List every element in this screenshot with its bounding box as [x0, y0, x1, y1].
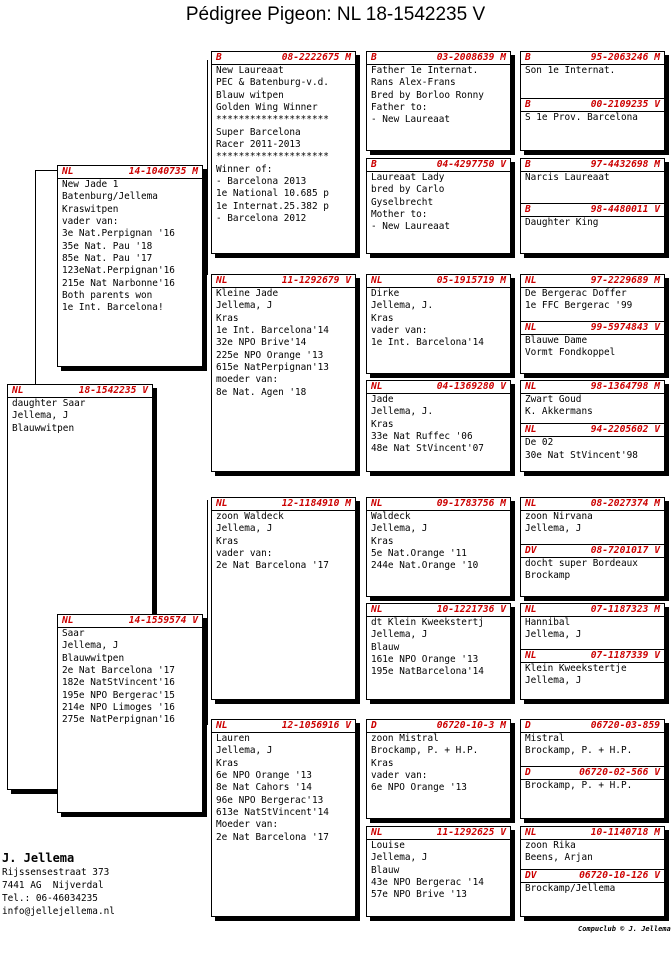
pigeon-header	[521, 159, 664, 172]
pigeon-info-line: Son 1e Internat.	[525, 65, 616, 76]
pigeon-grandfather-paternal[interactable]	[211, 51, 356, 254]
pigeon-header	[521, 52, 664, 65]
pigeon-mother[interactable]	[57, 614, 203, 813]
country-code: NL	[525, 275, 537, 286]
pigeon-info-line: 182e NatStVincent'16	[62, 677, 175, 689]
pigeon-info-line: 195e NPO Bergerac'15	[62, 689, 175, 701]
pigeon-info-line: Blauw	[371, 864, 400, 876]
pigeon-info-line: 6e NPO Orange '13	[371, 782, 467, 794]
pigeon-info-line: Jellema, J	[371, 523, 428, 535]
pigeon-info-line: New Laureaat	[216, 65, 284, 76]
ring-number: 11-1292679 V	[281, 275, 351, 286]
pigeon-info-line: 8e Nat. Agen '18	[216, 386, 307, 398]
pigeon-info-line: 225e NPO Orange '13	[216, 349, 324, 361]
country-code: NL	[62, 615, 74, 626]
pigeon-info-line: Beens, Arjan	[525, 852, 593, 864]
pigeon-gggp-pair-7[interactable]	[520, 719, 665, 819]
pigeon-gggp-pair-2[interactable]	[520, 158, 665, 254]
pigeon-info-line: Racer 2011-2013	[216, 139, 301, 151]
country-code: B	[371, 159, 377, 170]
pigeon-info-line: 161e NPO Orange '13	[371, 654, 479, 666]
pigeon-info-line: 6e NPO Orange '13	[216, 770, 312, 782]
pigeon-ggp-6[interactable]	[366, 603, 511, 700]
pigeon-info-line: Daughter King	[525, 217, 599, 229]
pigeon-info-line: - Barcelona 2013	[216, 176, 307, 188]
pigeon-info-line: PEC & Batenburg-v.d.	[216, 77, 329, 89]
pigeon-header	[367, 498, 510, 511]
pigeon-info-line: Louise	[371, 840, 405, 851]
pigeon-info-line: Dirke	[371, 288, 400, 299]
pigeon-ggp-7[interactable]	[366, 719, 511, 819]
pigeon-dam	[521, 203, 664, 229]
pigeon-info-line: 214e NPO Limoges '16	[62, 702, 175, 714]
ring-number: 94-2205602 V	[590, 424, 660, 436]
pigeon-dam	[521, 766, 664, 792]
country-code: NL	[525, 322, 537, 334]
ring-number: 00-2109235 V	[590, 99, 660, 111]
pigeon-info-line: Brockamp/Jellema	[525, 882, 616, 894]
pigeon-info-line: 1e FFC Bergerac '99	[525, 300, 633, 312]
country-code: B	[371, 52, 377, 63]
pigeon-info-line: Kras	[216, 535, 239, 547]
pigeon-header	[521, 498, 664, 511]
country-code: NL	[216, 720, 228, 731]
ring-number: 10-1140718 M	[590, 827, 660, 838]
footer-credit: Compuclub © J. Jellema	[578, 925, 671, 933]
pigeon-grandmother-maternal[interactable]	[211, 719, 356, 917]
pigeon-sire	[521, 381, 664, 423]
pigeon-info-line: Moeder van:	[216, 819, 279, 831]
pigeon-info-line: Narcis Laureaat	[525, 172, 610, 183]
pigeon-dam	[521, 423, 664, 462]
pigeon-info-line: zoon Nirvana	[525, 511, 593, 522]
country-code: D	[371, 720, 377, 731]
pigeon-header	[367, 52, 510, 65]
connector	[35, 170, 36, 385]
pigeon-info-line: 3e Nat.Perpignan '16	[62, 228, 175, 240]
ring-number: 14-1040735 M	[128, 166, 198, 177]
country-code: NL	[216, 498, 228, 509]
pigeon-info-line: 1e National 10.685 p	[216, 188, 329, 200]
country-code: NL	[371, 604, 383, 615]
pigeon-info-line: Kras	[371, 757, 394, 769]
page-title: Pédigree Pigeon: NL 18-1542235 V	[185, 4, 486, 25]
pigeon-ggp-5[interactable]	[366, 497, 511, 597]
owner-block	[2, 850, 115, 918]
pigeon-header	[367, 381, 510, 394]
pigeon-info-line: Lauren	[216, 733, 250, 744]
pigeon-info-line: De Bergerac Doffer	[525, 288, 627, 299]
pigeon-info-line: 30e Nat StVincent'98	[525, 449, 638, 461]
pigeon-info-line: - Barcelona 2012	[216, 213, 307, 225]
owner-email[interactable]: info@jellejellema.nl	[2, 906, 115, 917]
pigeon-info-line: 2e Nat Barcelona '17	[62, 665, 175, 677]
pigeon-info-line: Winner of:	[216, 163, 273, 175]
pigeon-info-line: Mother to:	[371, 209, 428, 221]
pigeon-info-line: Kras	[371, 535, 394, 547]
pigeon-info-line: Hannibal	[525, 617, 571, 628]
ring-number: 14-1559574 V	[128, 615, 198, 626]
pigeon-info-line: Jellema, J	[371, 852, 428, 864]
pigeon-info-line: 8e Nat Cahors '14	[216, 782, 312, 794]
ring-number: 04-4297750 V	[436, 159, 506, 170]
country-code: B	[525, 159, 531, 170]
country-code: NL	[62, 166, 74, 177]
pigeon-info-line: vader van:	[62, 216, 119, 228]
pigeon-header	[521, 604, 664, 617]
pigeon-info-line: 244e Nat.Orange '10	[371, 560, 479, 572]
pigeon-info-line: 85e Nat. Pau '17	[62, 253, 153, 265]
pigeon-header	[521, 203, 664, 217]
ring-number: 09-1783756 M	[436, 498, 506, 509]
pigeon-info-line: Batenburg/Jellema	[62, 191, 158, 203]
pigeon-info-line: Jellema, J	[525, 629, 582, 641]
pigeon-header	[212, 498, 355, 511]
pigeon-info-line: Kras	[216, 757, 239, 769]
ring-number: 06720-10-126 V	[579, 869, 660, 881]
country-code: B	[525, 204, 531, 216]
country-code: NL	[371, 381, 383, 392]
country-code: NL	[371, 498, 383, 509]
pigeon-info-line: New Jade 1	[62, 179, 119, 190]
ring-number: 03-2008639 M	[436, 52, 506, 63]
pigeon-sire	[521, 159, 664, 203]
pigeon-info-line: Father to:	[371, 102, 428, 114]
connector	[35, 170, 57, 171]
country-code: NL	[525, 424, 537, 436]
pigeon-info-line: Jellema, J	[216, 745, 273, 757]
pigeon-info-line: Golden Wing Winner	[216, 102, 318, 114]
pigeon-info-line: 33e Nat Ruffec '06	[371, 431, 473, 443]
pigeon-info-line: dt Klein Kweekstertj	[371, 617, 484, 628]
ring-number: 08-2027374 M	[590, 498, 660, 509]
pigeon-grandmother-paternal[interactable]	[211, 274, 356, 472]
pigeon-info-line: - New Laureaat	[371, 221, 451, 233]
pigeon-dam	[521, 321, 664, 360]
pigeon-info-line: Jellema, J	[371, 629, 428, 641]
pigeon-info-line: moeder van:	[216, 374, 279, 386]
connector	[207, 500, 208, 725]
pigeon-info-line: vader van:	[216, 548, 273, 560]
pigeon-info-line: 2e Nat Barcelona '17	[216, 831, 329, 843]
pigeon-info-line: Jellema, J	[216, 300, 273, 312]
pigeon-ggp-2[interactable]	[366, 158, 511, 254]
pigeon-info-line: Bred by Borloo Ronny	[371, 89, 484, 101]
owner-city: 7441 AG Nijverdal	[2, 880, 104, 891]
pigeon-info-line: Blauw	[371, 641, 400, 653]
pigeon-dam	[521, 649, 664, 688]
ring-number: 98-1364798 M	[590, 381, 660, 392]
ring-number: 18-1542235 V	[78, 385, 148, 396]
pigeon-info-line: Klein Kweekstertje	[525, 662, 627, 674]
pigeon-info-line: ********************	[216, 114, 329, 126]
country-code: NL	[525, 604, 537, 615]
country-code: D	[525, 720, 531, 731]
pigeon-dam	[521, 544, 664, 583]
pigeon-sire	[521, 498, 664, 544]
pigeon-gggp-pair-5[interactable]	[520, 497, 665, 597]
pigeon-header	[521, 321, 664, 335]
pigeon-header	[367, 604, 510, 617]
country-code: NL	[525, 827, 537, 838]
pigeon-header	[367, 159, 510, 172]
pigeon-info-line: Laureaat Lady	[371, 172, 445, 183]
ring-number: 99-5974843 V	[590, 322, 660, 334]
pigeon-header	[521, 544, 664, 558]
ring-number: 07-1187323 M	[590, 604, 660, 615]
pigeon-header	[521, 423, 664, 437]
pigeon-sire	[521, 827, 664, 869]
ring-number: 12-1056916 V	[281, 720, 351, 731]
ring-number: 05-1915719 M	[436, 275, 506, 286]
pigeon-header	[367, 720, 510, 733]
owner-phone: Tel.: 06-46034235	[2, 893, 98, 904]
pigeon-header	[58, 166, 202, 179]
owner-address: Rijssensestraat 373	[2, 867, 110, 878]
pigeon-info-line: Jellema, J.	[371, 300, 434, 312]
pigeon-info-line: Blauwwitpen	[62, 652, 125, 664]
ring-number: 08-7201017 V	[590, 545, 660, 557]
country-code: DV	[525, 869, 537, 881]
pigeon-info-line: 32e NPO Brive'14	[216, 337, 307, 349]
pigeon-gggp-pair-1[interactable]	[520, 51, 665, 151]
pigeon-ggp-3[interactable]	[366, 274, 511, 374]
pigeon-info-line: zoon Waldeck	[216, 511, 284, 522]
pigeon-info-line: 1e Int. Barcelona!	[62, 302, 164, 314]
pigeon-gggp-pair-4[interactable]	[520, 380, 665, 472]
pigeon-info-line: 43e NPO Bergerac '14	[371, 877, 484, 889]
ring-number: 06720-02-566 V	[579, 767, 660, 779]
pigeon-header	[521, 869, 664, 883]
ring-number: 11-1292625 V	[436, 827, 506, 838]
pigeon-info-line: Both parents won	[62, 290, 153, 302]
pigeon-header	[8, 385, 152, 398]
pigeon-info-line: 5e Nat.Orange '11	[371, 548, 467, 560]
pigeon-header	[521, 766, 664, 780]
ring-number: 04-1369280 V	[436, 381, 506, 392]
pigeon-info-line: Kras	[371, 312, 394, 324]
pigeon-info-line: Blauwwitpen	[12, 422, 75, 434]
pigeon-info-line: Zwart Goud	[525, 394, 582, 405]
pigeon-info-line: 35e Nat. Pau '18	[62, 240, 153, 252]
country-code: NL	[371, 275, 383, 286]
pigeon-header	[521, 98, 664, 112]
pigeon-info-line: Kraswitpen	[62, 203, 119, 215]
pigeon-sire	[521, 604, 664, 649]
pigeon-info-line: Jellema, J	[12, 410, 69, 422]
country-code: B	[525, 52, 531, 63]
pigeon-info-line: Blauwe Dame	[525, 335, 588, 347]
ring-number: 06720-03-859	[590, 720, 660, 731]
ring-number: 06720-10-3 M	[436, 720, 506, 731]
pigeon-header	[521, 275, 664, 288]
ring-number: 97-2229689 M	[590, 275, 660, 286]
pigeon-info-line: Rans Alex-Frans	[371, 77, 456, 89]
pigeon-info-line: docht super Bordeaux	[525, 558, 638, 570]
pigeon-info-line: 613e NatStVincent'14	[216, 807, 329, 819]
pigeon-info-line: 615e NatPerpignan'13	[216, 362, 329, 374]
pigeon-header	[367, 275, 510, 288]
pigeon-info-line: Jellema, J	[216, 523, 273, 535]
pigeon-info-line: Brockamp, P. + H.P.	[371, 745, 479, 757]
pigeon-sire	[521, 720, 664, 766]
country-code: D	[525, 767, 531, 779]
pigeon-info-line: - New Laureaat	[371, 114, 451, 126]
pigeon-header	[212, 52, 355, 65]
country-code: NL	[525, 498, 537, 509]
country-code: B	[216, 52, 222, 63]
pigeon-info-line: Jellema, J	[525, 674, 582, 686]
pigeon-info-line: 1e Internat.25.382 p	[216, 200, 329, 212]
pigeon-gggp-pair-6[interactable]	[520, 603, 665, 700]
pigeon-info-line: Kleine Jade	[216, 288, 279, 299]
pigeon-ggp-4[interactable]	[366, 380, 511, 472]
pigeon-info-line: Jellema, J	[62, 640, 119, 652]
country-code: NL	[525, 649, 537, 661]
ring-number: 12-1184910 M	[281, 498, 351, 509]
pigeon-info-line: Father 1e Internat.	[371, 65, 479, 76]
pigeon-info-line: Saar	[62, 628, 85, 639]
pigeon-gggp-pair-8[interactable]	[520, 826, 665, 917]
pigeon-info-line: Mistral	[525, 733, 565, 744]
pigeon-info-line: S 1e Prov. Barcelona	[525, 112, 638, 124]
country-code: NL	[12, 385, 24, 396]
ring-number: 10-1221736 V	[436, 604, 506, 615]
country-code: NL	[216, 275, 228, 286]
pigeon-info-line: Waldeck	[371, 511, 411, 522]
pigeon-info-line: De 02	[525, 437, 554, 449]
pigeon-info-line: 96e NPO Bergerac'13	[216, 794, 324, 806]
pigeon-info-line: Kras	[371, 418, 394, 430]
owner-name: J. Jellema	[2, 851, 75, 865]
pigeon-info-line: 1e Int. Barcelona'14	[371, 337, 484, 349]
pigeon-info-line: zoon Mistral	[371, 733, 439, 744]
country-code: B	[525, 99, 531, 111]
pigeon-header	[212, 275, 355, 288]
ring-number: 98-4480011 V	[590, 204, 660, 216]
pigeon-info-line: Brockamp, P. + H.P.	[525, 780, 633, 792]
ring-number: 97-4432698 M	[590, 159, 660, 170]
pigeon-info-line: 2e Nat Barcelona '17	[216, 560, 329, 572]
pigeon-info-line: Gyselbrecht	[371, 196, 434, 208]
pigeon-header	[521, 720, 664, 733]
pigeon-header	[58, 615, 202, 628]
ring-number: 07-1187339 V	[590, 649, 660, 661]
connector	[207, 60, 208, 275]
pigeon-info-line: bred by Carlo	[371, 184, 445, 196]
pigeon-info-line: daughter Saar	[12, 398, 86, 409]
pigeon-header	[212, 720, 355, 733]
pigeon-info-line: 275e NatPerpignan'16	[62, 714, 175, 726]
pigeon-info-line: Vormt Fondkoppel	[525, 347, 616, 359]
pigeon-info-line: Brockamp	[525, 570, 571, 582]
pigeon-header	[521, 827, 664, 840]
pigeon-info-line: Jellema, J.	[371, 406, 434, 418]
pigeon-sire	[521, 275, 664, 321]
country-code: NL	[525, 381, 537, 392]
pigeon-info-line: vader van:	[371, 325, 428, 337]
pigeon-info-line: Jellema, J	[525, 523, 582, 535]
pigeon-dam	[521, 869, 664, 895]
pigeon-info-line: 123eNat.Perpignan'16	[62, 265, 175, 277]
pigeon-father[interactable]	[57, 165, 203, 367]
pigeon-info-line: ********************	[216, 151, 329, 163]
pigeon-info-line: 57e NPO Brive '13	[371, 889, 467, 901]
pigeon-info-line: Blauw witpen	[216, 89, 284, 101]
country-code: DV	[525, 545, 537, 557]
ring-number: 08-2222675 M	[281, 52, 351, 63]
pigeon-sire	[521, 52, 664, 98]
pigeon-ggp-1[interactable]	[366, 51, 511, 151]
pigeon-header	[521, 381, 664, 394]
pigeon-info-line: vader van:	[371, 770, 428, 782]
pigeon-info-line: 215e Nat Narbonne'16	[62, 277, 175, 289]
pigeon-ggp-8[interactable]	[366, 826, 511, 917]
ring-number: 95-2063246 M	[590, 52, 660, 63]
pigeon-info-line: zoon Rika	[525, 840, 576, 851]
pigeon-info-line: Brockamp, P. + H.P.	[525, 745, 633, 757]
pigeon-info-line: K. Akkermans	[525, 406, 593, 418]
pigeon-info-line: Super Barcelona	[216, 126, 301, 138]
country-code: NL	[371, 827, 383, 838]
pigeon-info-line: Kras	[216, 312, 239, 324]
pigeon-info-line: 195e NatBarcelona'14	[371, 666, 484, 678]
pigeon-info-line: 48e Nat StVincent'07	[371, 443, 484, 455]
pigeon-gggp-pair-3[interactable]	[520, 274, 665, 374]
pigeon-info-line: 1e Int. Barcelona'14	[216, 325, 329, 337]
pigeon-header	[367, 827, 510, 840]
pigeon-header	[521, 649, 664, 663]
pigeon-grandfather-maternal[interactable]	[211, 497, 356, 700]
pigeon-info-line: Jade	[371, 394, 394, 405]
pigeon-dam	[521, 98, 664, 124]
